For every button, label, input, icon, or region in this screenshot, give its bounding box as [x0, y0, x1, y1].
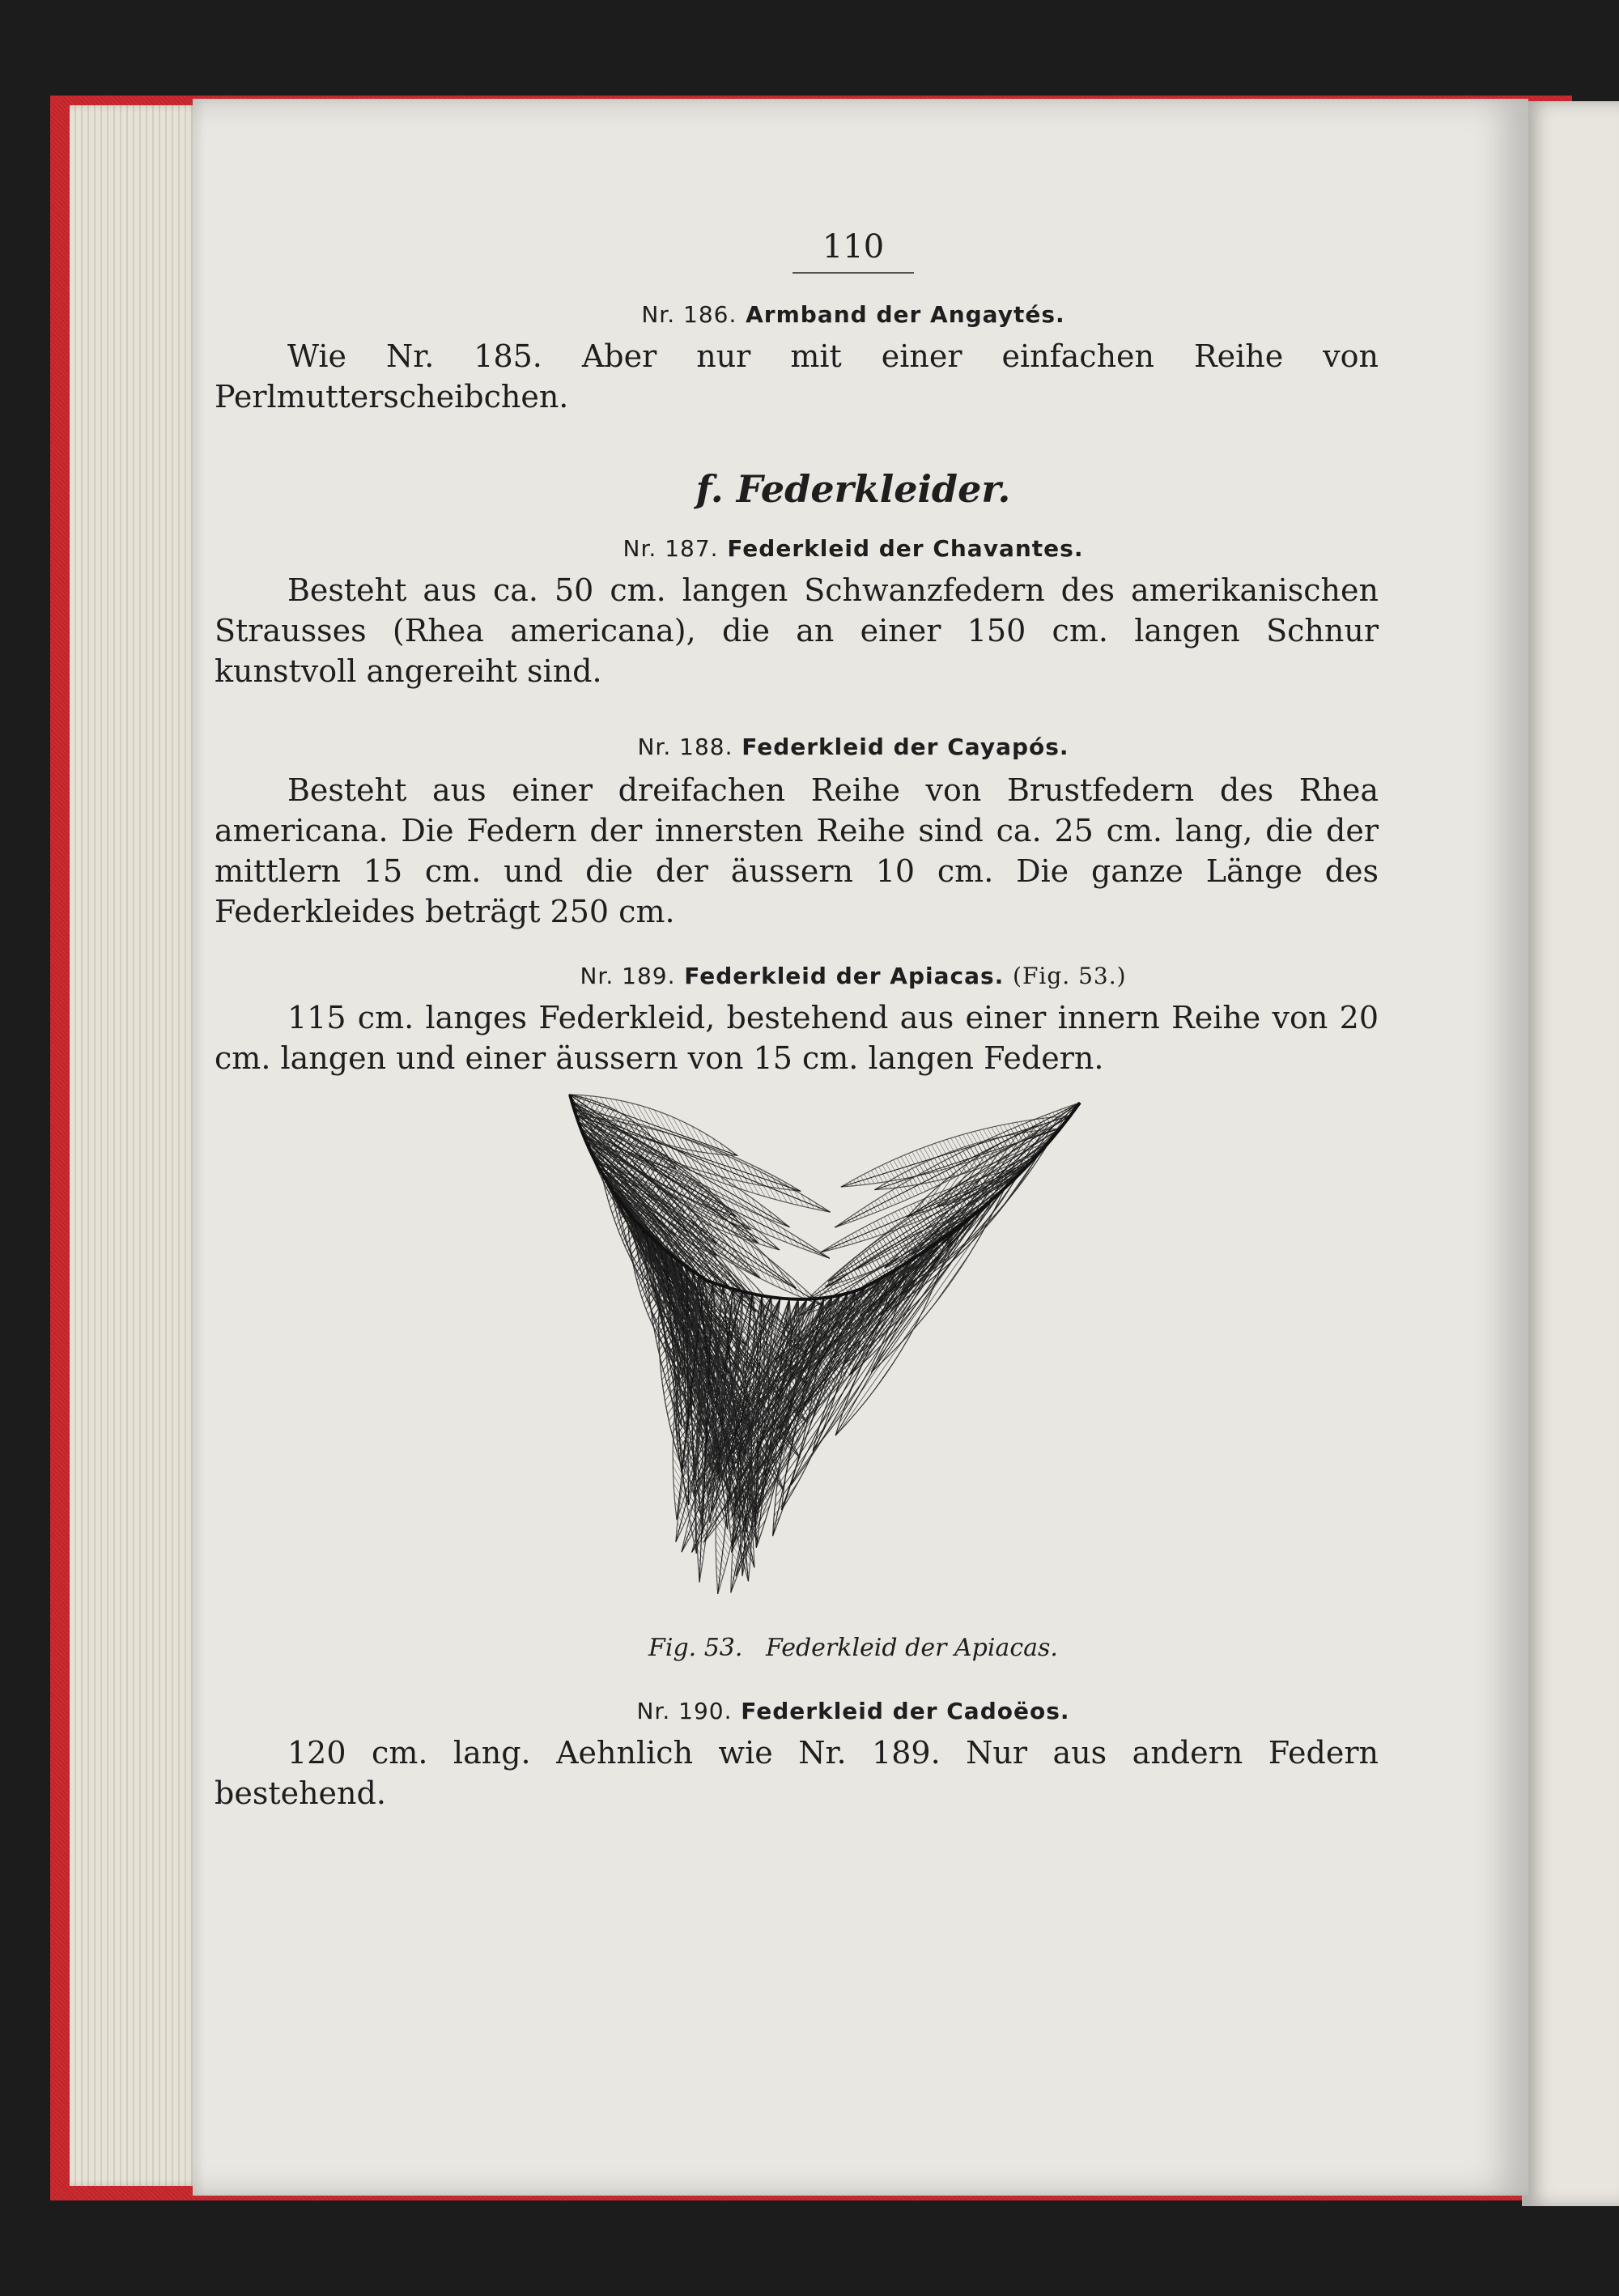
entry-number: Nr. 190. [636, 1698, 733, 1724]
entry-title: Armband der Angaytés. [746, 301, 1065, 328]
entry-title: Federkleid der Cayapós. [742, 733, 1069, 760]
figure-caption [328, 1634, 1379, 1662]
page-content [215, 130, 1379, 1813]
entry-heading-187 [328, 535, 1379, 562]
page-number-rule [793, 272, 914, 274]
entry-heading-190 [328, 1698, 1379, 1724]
entry-text-186: Wie Nr. 185. Aber nur mit einer einfachen Reihe von Perlmutterscheibchen. [215, 338, 1379, 415]
entry-heading-188 [328, 733, 1379, 760]
entry-number: Nr. 189. [580, 963, 676, 989]
entry-number: Nr. 186. [641, 301, 737, 328]
entry-title: Federkleid der Apiacas. [684, 963, 1005, 989]
entry-title: Federkleid der Chavantes. [727, 535, 1084, 562]
section-title: f. Federkleider. [695, 467, 1011, 511]
entry-number: Nr. 188. [637, 733, 733, 760]
facing-page-edge [1522, 101, 1619, 2206]
page-number: 110 [822, 228, 885, 266]
figure-caption-text: Federkleid der Apiacas. [766, 1634, 1058, 1662]
figure-label: Fig. 53. [648, 1634, 743, 1662]
entry-number: Nr. 187. [623, 535, 719, 562]
entry-text-190: 120 cm. lang. Aehnlich wie Nr. 189. Nur aus andern Federn bestehend. [215, 1735, 1379, 1811]
feather-garment-icon [416, 1078, 1274, 1629]
entry-text-189: 115 cm. langes Federkleid, bestehend aus einer innern Reihe von 20 cm. langen und einer äussern von 15 cm. langen Federn. [215, 1000, 1379, 1076]
figure-reference: (Fig. 53.) [1013, 963, 1127, 989]
entry-heading-189 [328, 963, 1379, 989]
entry-heading-186 [328, 301, 1379, 328]
entry-text-188: Besteht aus einer dreifachen Reihe von Brustfedern des Rhea americana. Die Federn der innersten Reihe sind ca. 25 cm. lang, die der mittlern 15 cm. und die der äussern 10 cm. Die ganze Länge des Federkleides beträgt 250 cm. [215, 772, 1379, 929]
entry-text-187: Besteht aus ca. 50 cm. langen Schwanzfedern des amerikanischen Strausses (Rhea americana), die an einer 150 cm. langen Schnur kunstvoll angereiht sind. [215, 572, 1379, 689]
page-stack-edge [70, 105, 199, 2186]
entry-title: Federkleid der Cadoëos. [741, 1698, 1070, 1724]
